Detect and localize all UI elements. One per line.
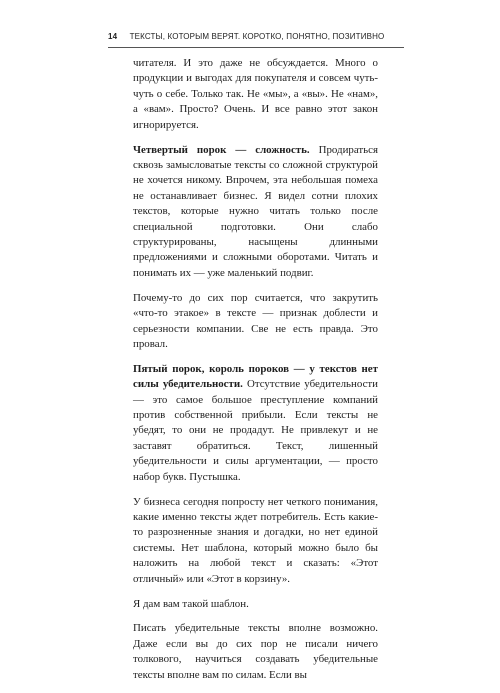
paragraph-text: читателя. И это даже не обсуждается. Много о продукции и выгодах для покупателя и совсем чуть-чуть о себе. Только так. Не «мы», а «вы». Не «нам», а «вам». Просто? Очень. И все равно этот закон игнорируется.	[133, 57, 378, 131]
paragraph-text: У бизнеса сегодня попросту нет четкого понимания, какие именно тексты ждет потребитель. Есть какие-то разрозненные знания и догадки, но нет единой системы. Нет шаблона, который можно было бы наложить на любой текст и сказать: «Этот отличный» или «Этот в корзину».	[133, 495, 378, 585]
paragraph-text: Писать убедительные тексты вполне возможно. Даже если вы до сих пор не писали ничего толкового, научиться создавать убедительные тексты вполне вам по силам. Если вы	[133, 622, 378, 681]
paragraph	[133, 56, 378, 133]
paragraph	[133, 621, 378, 683]
running-header	[108, 32, 404, 41]
paragraph-lead: Четвертый порок — сложность.	[133, 143, 310, 156]
paragraph	[133, 291, 378, 353]
header-divider	[108, 47, 404, 48]
paragraph-text: Я дам вам такой шаблон.	[133, 597, 249, 610]
body-text	[133, 56, 378, 693]
paragraph-lead: Пятый порок, король пороков — у текстов нет силы убедительности.	[133, 362, 378, 391]
page-number: 14	[108, 32, 118, 41]
paragraph-text: Отсутствие убедительности — это самое большое преступление компаний против собственной прибыли. Если тексты не убедят, то они не продадут. Не привлекут и не заставят обратиться. Текст, лишенный убедительности и силы аргументации, — просто набор букв. Пустышка.	[133, 378, 378, 483]
paragraph-text: Продираться сквозь замысловатые тексты со сложной структурой не хочется никому. Впрочем, эта небольшая помеха не останавливает бизнес. Я видел сотни плохих текстов, которые нужно читать только после специальной подготовки. Они слабо структурированы, насыщены длинными предложениями и сложными оборотами. Читать и понимать их — уже маленький подвиг.	[133, 143, 378, 279]
paragraph-text: Почему-то до сих пор считается, что закрутить «что-то этакое» в тексте — признак доблести и серьезности компании. Све не есть правда. Это провал.	[133, 291, 378, 350]
running-title: ТЕКСТЫ, КОТОРЫМ ВЕРЯТ. КОРОТКО, ПОНЯТНО, ПОЗИТИВНО	[129, 32, 385, 41]
paragraph	[133, 362, 378, 485]
paragraph	[133, 597, 378, 612]
paragraph	[133, 143, 378, 282]
paragraph	[133, 495, 378, 587]
